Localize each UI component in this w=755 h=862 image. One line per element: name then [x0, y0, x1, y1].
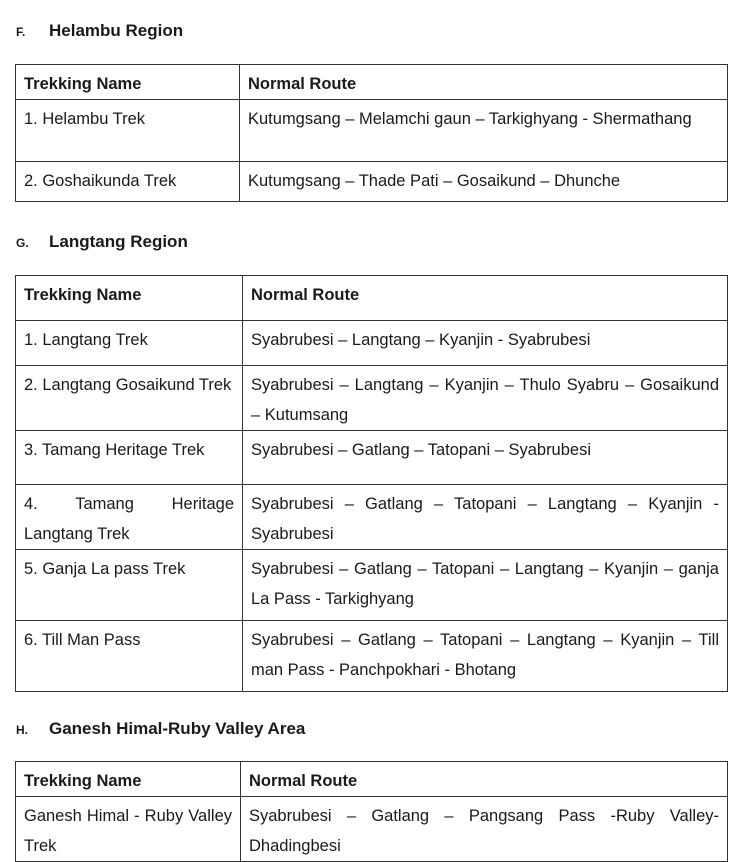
helambu-table [15, 64, 728, 202]
trek-route: Syabrubesi – Gatlang – Tatopani – Langtang – Kyanjin - Syabrubesi [243, 485, 728, 550]
column-header-name: Trekking Name [16, 762, 241, 797]
table-row [16, 550, 728, 621]
table-row [16, 366, 728, 431]
trek-route: Syabrubesi – Gatlang – Tatopani – Langtang – Kyanjin – Till man Pass - Panchpokhari - Bhotang [243, 621, 728, 692]
trek-route: Syabrubesi – Langtang – Kyanjin - Syabrubesi [243, 321, 728, 366]
langtang-table [15, 275, 728, 692]
table-row [16, 797, 728, 862]
column-header-name: Trekking Name [16, 276, 243, 321]
table-row [16, 621, 728, 692]
table-header-row [16, 762, 728, 797]
section-heading-g [16, 232, 188, 252]
trek-route: Syabrubesi – Gatlang – Pangsang Pass -Ruby Valley-Dhadingbesi [241, 797, 728, 862]
section-heading-h [16, 719, 305, 739]
table-row [16, 100, 728, 162]
trek-route: Kutumgsang – Melamchi gaun – Tarkighyang - Shermathang [240, 100, 728, 162]
trek-route: Syabrubesi – Gatlang – Tatopani – Langtang – Kyanjin – ganja La Pass - Tarkighyang [243, 550, 728, 621]
table-row [16, 485, 728, 550]
table-header-row [16, 65, 728, 100]
trek-route: Syabrubesi – Langtang – Kyanjin – Thulo Syabru – Gosaikund – Kutumsang [243, 366, 728, 431]
column-header-route: Normal Route [240, 65, 728, 100]
table-row [16, 321, 728, 366]
trek-name: 2. Goshaikunda Trek [16, 162, 240, 202]
trek-route: Kutumgsang – Thade Pati – Gosaikund – Dhunche [240, 162, 728, 202]
column-header-name: Trekking Name [16, 65, 240, 100]
trek-name: 1. Helambu Trek [16, 100, 240, 162]
table-row [16, 162, 728, 202]
trek-name: 6. Till Man Pass [16, 621, 243, 692]
trek-name: 3. Tamang Heritage Trek [16, 431, 243, 485]
column-header-route: Normal Route [241, 762, 728, 797]
trek-name: 4. Tamang Heritage Langtang Trek [16, 485, 243, 550]
ganesh-himal-table [15, 761, 728, 862]
section-letter: H. [16, 723, 28, 737]
table-header-row [16, 276, 728, 321]
section-title: Langtang Region [49, 232, 188, 251]
trek-route: Syabrubesi – Gatlang – Tatopani – Syabrubesi [243, 431, 728, 485]
section-title: Helambu Region [49, 21, 184, 40]
trek-name: Ganesh Himal - Ruby Valley Trek [16, 797, 241, 862]
trek-name: 2. Langtang Gosaikund Trek [16, 366, 243, 431]
section-title: Ganesh Himal-Ruby Valley Area [49, 719, 306, 738]
column-header-route: Normal Route [243, 276, 728, 321]
trek-name: 1. Langtang Trek [16, 321, 243, 366]
table-row [16, 431, 728, 485]
section-letter: F. [16, 25, 26, 39]
section-letter: G. [16, 236, 29, 250]
trek-name: 5. Ganja La pass Trek [16, 550, 243, 621]
section-heading-f [16, 21, 183, 41]
